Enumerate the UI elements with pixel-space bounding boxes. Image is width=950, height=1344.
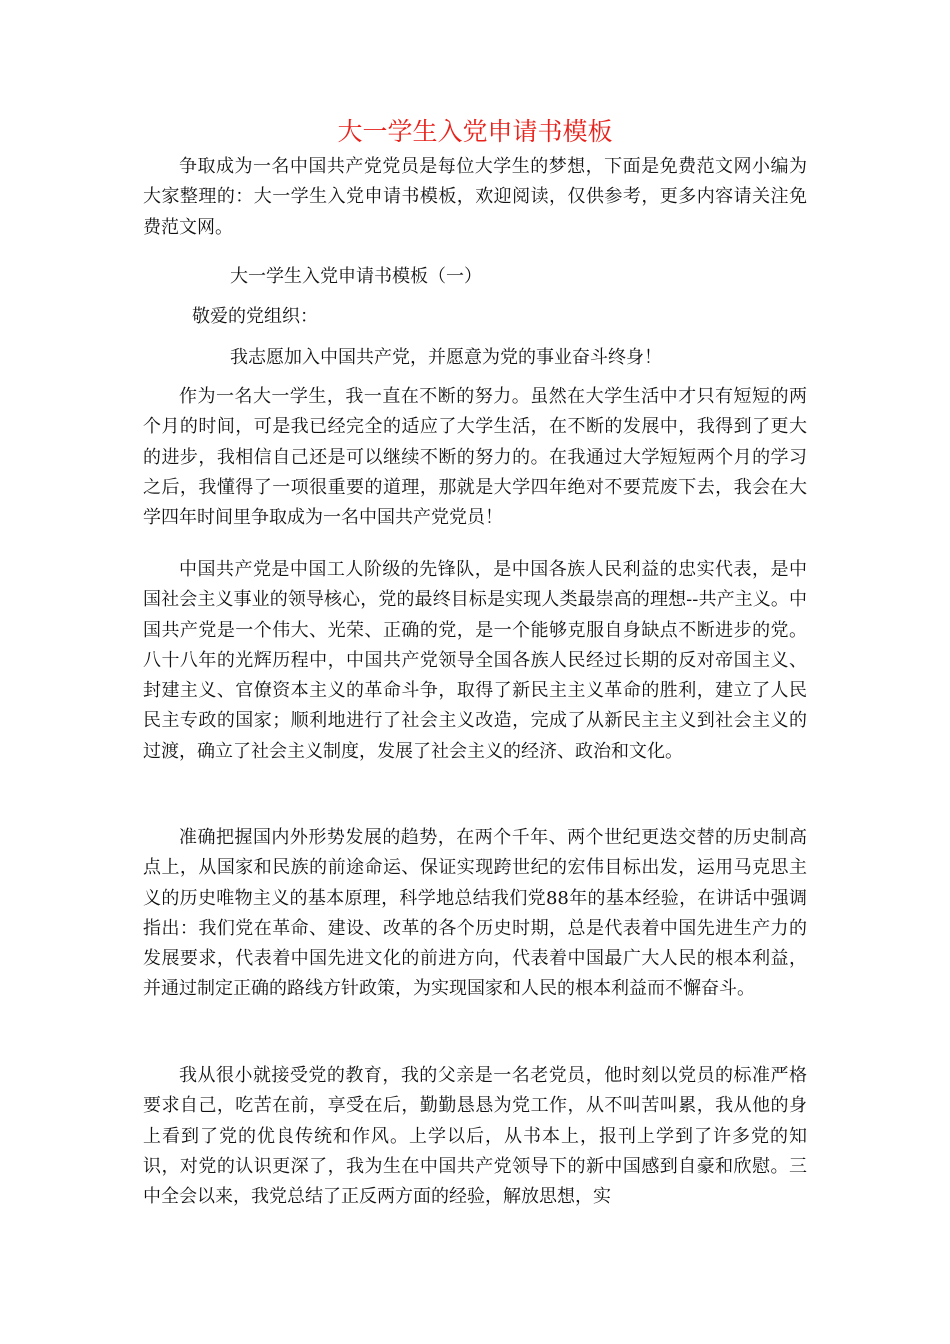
body-paragraph: 准确把握国内外形势发展的趋势，在两个千年、两个世纪更迭交替的历史制高点上，从国家和民族的前途命运、保证实现跨世纪的宏伟目标出发，运用马克思主义的历史唯物主义的基本原理，科学地总结我们党88年的基本经验，在讲话中强调指出：我们党在革命、建设、改革的各个历史时期，总是代表着中国先进生产力的发展要求，代表着中国先进文化的前进方向，代表着中国最广大人民的根本利益，并通过制定正确的路线方针政策，为实现国家和人民的根本利益而不懈奋斗。	[143, 827, 807, 1000]
body-paragraph: 中国共产党是中国工人阶级的先锋队，是中国各族人民利益的忠实代表，是中国社会主义事业的领导核心，党的最终目标是实现人类最崇高的理想--共产主义。中国共产党是一个伟大、光荣、正确的党，是一个能够克服自身缺点不断进步的党。八十八年的光辉历程中，中国共产党领导全国各族人民经过长期的反对帝国主义、封建主义、官僚资本主义的革命斗争，取得了新民主主义革命的胜利，建立了人民民主专政的国家；顺利地进行了社会主义改造，完成了从新民主主义到社会主义的过渡，确立了社会主义制度，发展了社会主义的经济、政治和文化。	[143, 559, 807, 762]
body-paragraph: 我志愿加入中国共产党，并愿意为党的事业奋斗终身！	[230, 347, 662, 368]
document-title: 大一学生入党申请书模板	[337, 117, 613, 146]
salutation: 敬爱的党组织：	[192, 306, 318, 327]
body-paragraph: 我从很小就接受党的教育，我的父亲是一名老党员，他时刻以党员的标准严格要求自己，吃苦在前，享受在后，勤勤恳恳为党工作，从不叫苦叫累，我从他的身上看到了党的优良传统和作风。上学以后，从书本上，报刊上学到了许多党的知识，对党的认识更深了，我为生在中国共产党领导下的新中国感到自豪和欣慰。三中全会以来，我党总结了正反两方面的经验，解放思想，实	[143, 1065, 807, 1208]
section-heading: 大一学生入党申请书模板（一）	[230, 266, 482, 287]
intro-paragraph: 争取成为一名中国共产党党员是每位大学生的梦想，下面是免费范文网小编为大家整理的：大一学生入党申请书模板，欢迎阅读，仅供参考，更多内容请关注免费范文网。	[143, 156, 807, 238]
body-paragraph: 作为一名大一学生，我一直在不断的努力。虽然在大学生活中才只有短短的两个月的时间，可是我已经完全的适应了大学生活，在不断的发展中，我得到了更大的进步，我相信自己还是可以继续不断的努力的。在我通过大学短短两个月的学习之后，我懂得了一项很重要的道理，那就是大学四年绝对不要荒废下去，我会在大学四年时间里争取成为一名中国共产党党员！	[143, 386, 807, 529]
